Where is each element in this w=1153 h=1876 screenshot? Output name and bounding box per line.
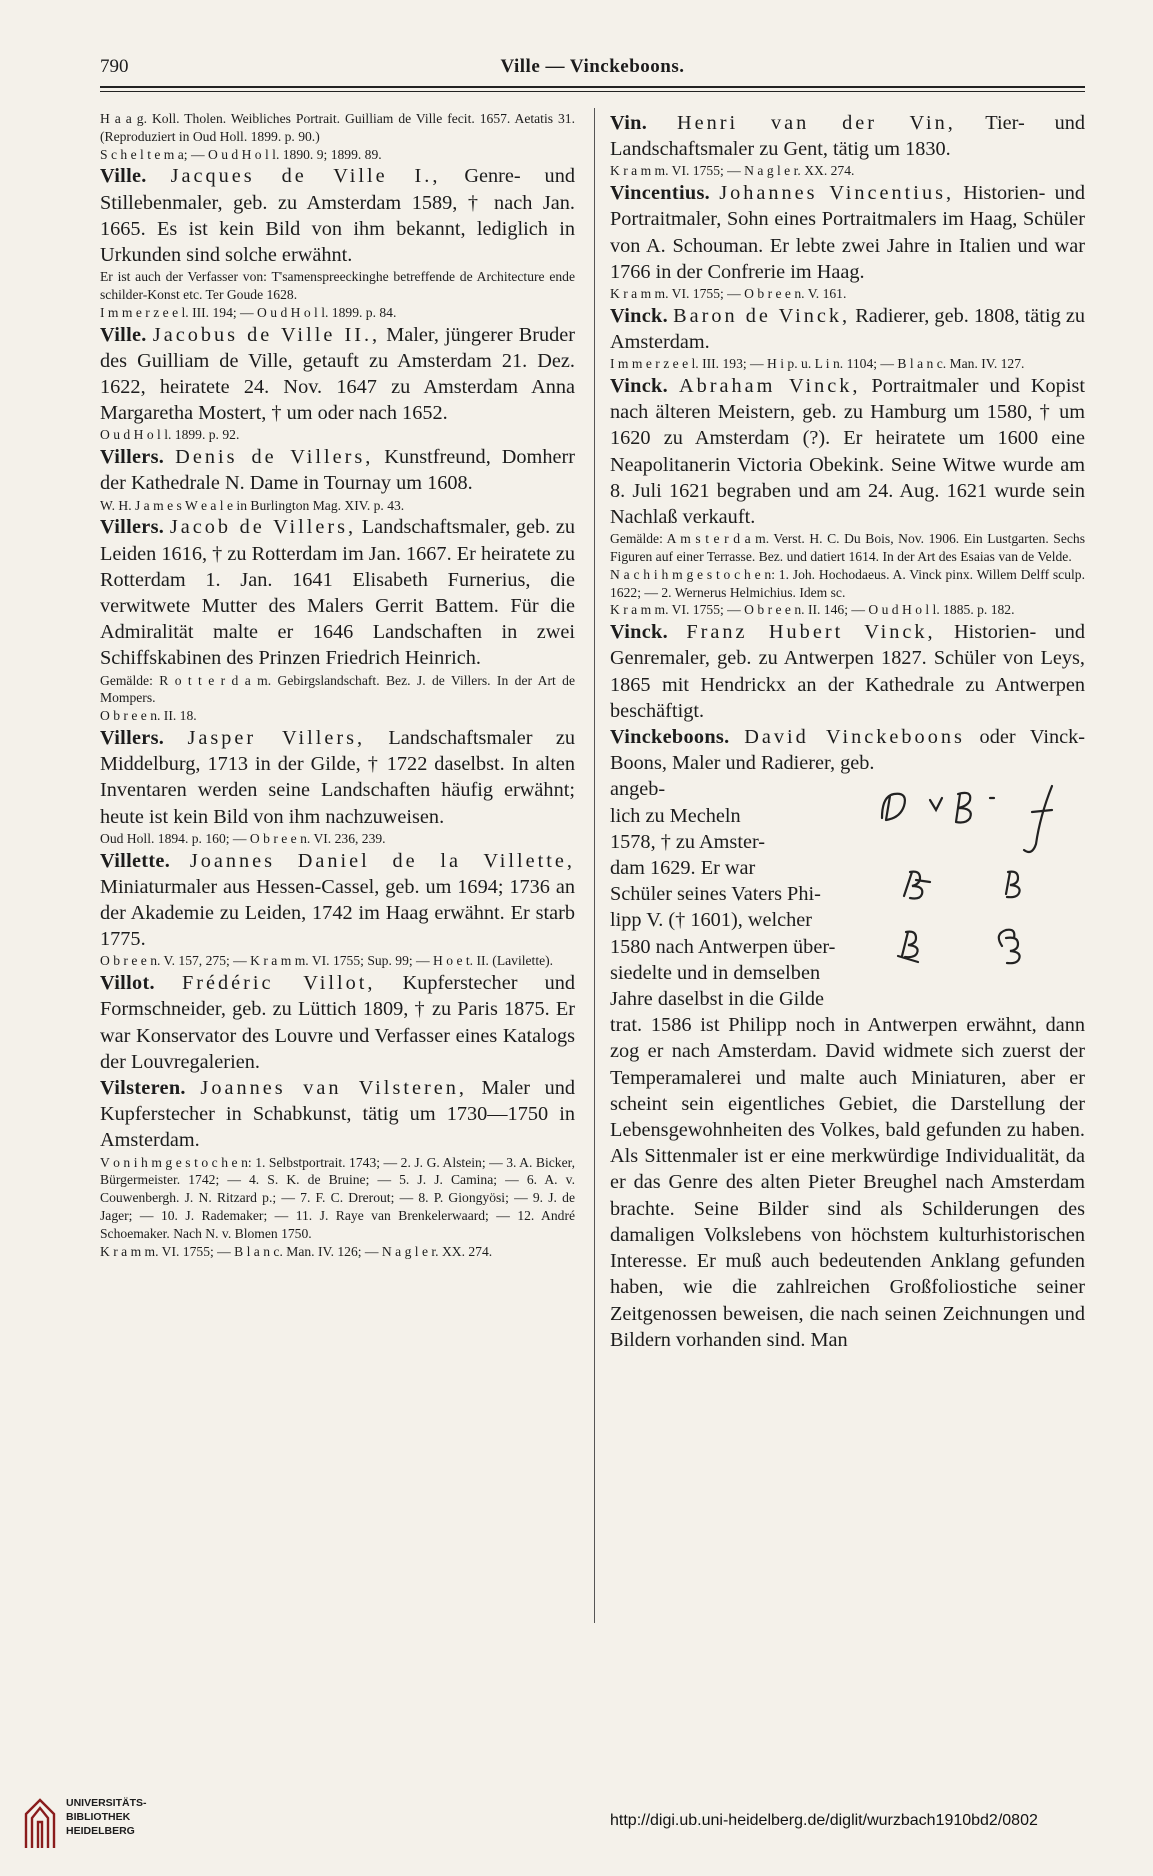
reference-text: W. H. J a m e s W e a l e in Burlington Mag. XIV. p. 43. xyxy=(100,497,405,513)
right-column xyxy=(610,110,1085,1353)
entry-paragraph xyxy=(610,724,1085,776)
entry-body: Landschaftsmaler, geb. zu Leiden 1616, † zu Rotterdam im Jan. 1667. Er heiratete zu Rotterdam 1. Jan. 1641 Elisabeth Furnerius, die verwitwete Mutter des Malers Gerrit Battem. Für die Admiralität malte er 1646 Landschaften in zwei Schiffskabinen des Prinzen Friedrich Heinrich. xyxy=(100,516,575,670)
entry-paragraph xyxy=(100,725,575,830)
reference-text: Oud Holl. 1894. p. 160; — O b r e e n. VI. 236, 239. xyxy=(100,830,386,846)
entry-body: Radierer, geb. 1808, tätig zu Amsterdam. xyxy=(610,304,1085,354)
reference-text: I m m e r z e e l. III. 194; — O u d H o l l. 1899. p. 84. xyxy=(100,304,397,320)
entry-body: Tier- und Landschaftsmaler zu Gent, tätig um 1830. xyxy=(610,112,1086,161)
narrow-line: siedelte und in demselben xyxy=(610,961,821,984)
entry-body: Portraitmaler und Kopist nach älteren Meistern, geb. zu Hamburg um 1580, † um 1620 zu Amsterdam (?). Er heiratete um 1600 eine Neapolitanerin Victoria Obekink. Seine Witwe wurde am 8. Juli 1621 begraben und am 24. Aug. 1621 wurde sein Nachlaß verkauft. xyxy=(610,375,1085,529)
entry-name: Denis de Villers, xyxy=(175,446,374,469)
reference-text: K r a m m. VI. 1755; — B l a n c. Man. IV. 126; — N a g l e r. XX. 274. xyxy=(100,1243,493,1259)
narrow-line: 1580 nach Antwerpen über- xyxy=(610,935,836,958)
entry-paragraph xyxy=(610,619,1085,724)
entry-name: David Vinckeboons xyxy=(744,726,965,749)
narrow-line: lipp V. († 1601), welcher xyxy=(610,909,813,932)
running-title: Ville — Vinckeboons. xyxy=(500,56,685,77)
entry-name: Abraham Vinck, xyxy=(678,375,861,398)
entry-body: Maler, jüngerer Bruder des Guilliam de Ville, getauft zu Amsterdam 21. Dez. 1622, heiratete 24. Nov. 1647 zu Amsterdam Anna Margaretha Mostert, † um oder nach 1652. xyxy=(100,323,576,425)
entry-name: Franz Hubert Vinck, xyxy=(686,621,936,644)
library-name-line: HEIDELBERG xyxy=(66,1825,135,1837)
entry-headword: Villot. xyxy=(100,972,155,995)
reference-text: K r a m m. VI. 1755; — O b r e e n. II. 146; — O u d H o l l. 1885. p. 182. xyxy=(610,602,1015,618)
reference-text: Gemälde: R o t t e r d a m. Gebirgslandschaft. Bez. J. de Villers. In der Art de Mompers. xyxy=(100,672,575,706)
entry-name: Frédéric Villot, xyxy=(181,972,376,995)
entry-vincentius-johannes xyxy=(610,180,1085,303)
entry-paragraph xyxy=(100,322,575,427)
entry-body: Kupferstecher und Formschneider, geb. zu Lüttich 1809, † zu Paris 1875. Er war Konservator des Louvre und Verfasser eines Katalogs der Louvregalerien. xyxy=(100,972,575,1073)
entry-body: Maler und Kupferstecher in Schabkunst, tätig um 1730—1750 in Amsterdam. xyxy=(100,1077,575,1152)
reference-text: Er ist auch der Verfasser von: T'samenspreeckinghe betreffende de Architecture ende schilder-Konst etc. Ter Goude 1628. xyxy=(100,269,575,302)
entry-paragraph xyxy=(610,110,1085,162)
entry-ville-jacobus xyxy=(100,322,575,445)
library-name-line: UNIVERSITÄTS- xyxy=(66,1797,147,1809)
reference-text: I m m e r z e e l. III. 193; — H i p. u. L i n. 1104; — B l a n c. Man. IV. 127. xyxy=(610,356,1025,372)
entry-body: Historien- und Genremaler, geb. zu Antwerpen 1827. Schüler von Leys, 1865 mit Hendrickx an der Kathedrale zu Antwerpen beschäftigt. xyxy=(610,621,1086,722)
reference-text: N a c h i h m g e s t o c h e n: 1. Joh. Hochodaeus. A. Vinck pinx. Willem Delff sculp. 1622; — 2. Wernerus Helmichius. Idem sc. xyxy=(610,566,1085,600)
library-name-line: BIBLIOTHEK xyxy=(66,1811,131,1823)
narrow-line: angeb- xyxy=(610,778,666,801)
entry-paragraph xyxy=(610,373,1085,530)
library-logo xyxy=(22,1792,152,1854)
entry-name: Joannes van Vilsteren, xyxy=(200,1077,467,1100)
header-rule-thin xyxy=(100,91,1085,92)
entry-villette-joannes xyxy=(100,848,575,971)
entry-paragraph xyxy=(610,303,1085,355)
entry-vinck-baron xyxy=(610,303,1085,373)
entry-vin-henri xyxy=(610,110,1085,180)
reference-text: H a a g. Koll. Tholen. Weibliches Portrait. Guilliam de Ville fecit. 1657. Aetatis 31. (Reproduziert in Oud Holl. 1899. p. 90.) xyxy=(100,111,575,144)
entry-paragraph xyxy=(610,180,1085,285)
entry-name: Jacob de Villers, xyxy=(169,516,357,539)
entry-headword: Vin. xyxy=(610,112,648,134)
entry-headword: Villers. xyxy=(100,727,165,750)
entry-villers-jacob xyxy=(100,514,575,725)
page-header xyxy=(100,56,1085,86)
entry-body: Miniaturmaler aus Hessen-Cassel, geb. um 1694; 1736 an der Akademie zu Leiden, 1742 im Haag erwähnt. Er starb 1775. xyxy=(100,875,575,951)
entry-ville-guilliam-tail xyxy=(100,110,575,163)
narrow-line: lich zu Mecheln xyxy=(610,804,741,827)
entry-name: Jasper Villers, xyxy=(187,727,366,750)
narrow-line: dam 1629. Er war xyxy=(610,857,756,880)
reference-text: K r a m m. VI. 1755; — N a g l e r. XX. 274. xyxy=(610,163,855,179)
entry-headword: Ville. xyxy=(100,323,147,346)
entry-body: Historien- und Portraitmaler, Sohn eines Portraitmalers im Haag, Schüler von A. Schouman. Er lebte zwei Jahre in Italien und war 1766 in der Confrerie im Haag. xyxy=(610,182,1085,283)
entry-headword: Vinck. xyxy=(610,375,668,398)
entry-name: Jacques de Ville I., xyxy=(170,165,441,188)
entry-headword: Vinck. xyxy=(610,621,668,644)
entry-body-continued: trat. 1586 ist Philipp noch in Antwerpen erwähnt, dann zog er nach Amsterdam. David widmete sich zuerst der Temperamalerei und malte auch Miniaturen, aber er scheint sein eigentliches Gebiet, die Darstellung der Lebensgewohnheiten des Volkes, bald gefunden zu haben. Als Sittenmaler ist er eine merkwürdige Individualität, da er das Genre des alten Pieter Breughel nach Amsterdam brachte. Seine Bilder sind als Schilderungen des damaligen Volkslebens von höchstem kulturhistorischen Interesse. Er muß auch bedeutenden Anklang gefunden haben, wie die zahlreichen Großfoliostiche seiner Zeitgenossen beweisen, die nach seinen Zeichnungen und Bildern vorhanden sind. Man xyxy=(610,1014,1085,1351)
entry-headword: Villette. xyxy=(100,849,171,872)
monogram-block xyxy=(610,776,1085,1012)
artist-monograms xyxy=(860,776,1085,981)
entry-villers-denis xyxy=(100,444,575,514)
entry-headword: Vincentius. xyxy=(610,182,711,205)
entry-headword: Villers. xyxy=(100,446,165,469)
entry-ville-jacques xyxy=(100,163,575,321)
entry-headword: Villers. xyxy=(100,516,165,539)
entry-paragraph xyxy=(100,848,575,953)
page-number: 790 xyxy=(100,56,129,77)
library-emblem-icon xyxy=(22,1794,58,1850)
reference-text: K r a m m. VI. 1755; — O b r e e n. V. 161. xyxy=(610,286,847,302)
entry-body: oder Vinck-Boons, Maler und Radierer, geb. xyxy=(610,726,1085,775)
column-divider xyxy=(594,108,595,1623)
entry-villers-jasper xyxy=(100,725,575,848)
left-column xyxy=(100,110,575,1260)
source-url[interactable]: http://digi.ub.uni-heidelberg.de/diglit/wurzbach1910bd2/0802 xyxy=(610,1812,1038,1829)
reference-text: O u d H o l l. 1899. p. 92. xyxy=(100,427,240,443)
entry-vinckeboons-david xyxy=(610,724,1085,1353)
entry-name: Joannes Daniel de la Villette, xyxy=(189,849,576,872)
library-name xyxy=(66,1796,147,1838)
entry-vinck-abraham xyxy=(610,373,1085,619)
reference-text: S c h e l t e m a; — O u d H o l l. 1890. 9; 1899. 89. xyxy=(100,146,382,162)
reference-text: V o n i h m g e s t o c h e n: 1. Selbstportrait. 1743; — 2. J. G. Alstein; — 3. A. Bicker, Bürgermeister. 1742; — 4. S. K. de Bruine; — 5. J. J. Camina; — 6. A. v. Couwenbergh. J. N. Ritzard p.; — 7. F. C. Drerout; — 8. P. Giongyösi; — 9. J. de Jager; — 10. J. Rademaker; — 11. J. Raye van Brenkelerwaard; — 12. André Schoemaker. Nach N. v. Blomen 1750. xyxy=(100,1154,575,1241)
entry-paragraph xyxy=(100,970,575,1075)
entry-name: Jacobus de Ville II., xyxy=(152,323,381,346)
entry-headword: Vinckeboons. xyxy=(610,726,730,749)
entry-vinck-franz xyxy=(610,619,1085,724)
entry-body: Kunstfreund, Domherr der Kathedrale N. Dame in Tournay um 1608. xyxy=(100,446,575,495)
reference-text: O b r e e n. V. 157, 275; — K r a m m. VI. 1755; Sup. 99; — H o e t. II. (Lavilette). xyxy=(100,953,554,969)
entry-name: Baron de Vinck, xyxy=(673,304,851,327)
entry-body: Landschaftsmaler zu Middelburg, 1713 in der Gilde, † 1722 daselbst. In alten Inventaren werden seine Landschaften häufig erwähnt; heute ist kein Bild von ihm nachzuweisen. xyxy=(100,727,575,828)
entry-paragraph xyxy=(100,163,575,268)
narrow-line: Schüler seines Vaters Phi- xyxy=(610,883,821,906)
reference-text: O b r e e n. II. 18. xyxy=(100,708,197,724)
entry-name: Johannes Vincentius, xyxy=(719,182,955,205)
monogram-marks-icon xyxy=(860,776,1085,981)
entry-paragraph xyxy=(100,1075,575,1154)
reference-text: Gemälde: A m s t e r d a m. Verst. H. C. Du Bois, Nov. 1906. Ein Lustgarten. Sechs Figuren auf einer Terrasse. Bez. und datiert 1614. In der Art des Esaias van de Velde. xyxy=(610,531,1085,565)
entry-paragraph xyxy=(100,444,575,496)
narrow-line: 1578, † zu Amster- xyxy=(610,830,766,853)
entry-paragraph xyxy=(100,514,575,671)
entry-headword: Vilsteren. xyxy=(100,1077,186,1100)
entry-headword: Ville. xyxy=(100,165,147,188)
entry-vilsteren-joannes xyxy=(100,1075,575,1260)
entry-name: Henri van der Vin, xyxy=(676,112,956,134)
entry-villot-frederic xyxy=(100,970,575,1075)
narrow-line: Jahre daselbst in die Gilde xyxy=(610,988,825,1011)
entry-body: Genre- und Stillebenmaler, geb. zu Amsterdam 1589, † nach Jan. 1665. Es ist kein Bild von ihm bekannt, lediglich in Urkunden sind solche erwähnt. xyxy=(100,165,575,266)
entry-headword: Vinck. xyxy=(610,304,668,327)
header-rule xyxy=(100,86,1085,88)
